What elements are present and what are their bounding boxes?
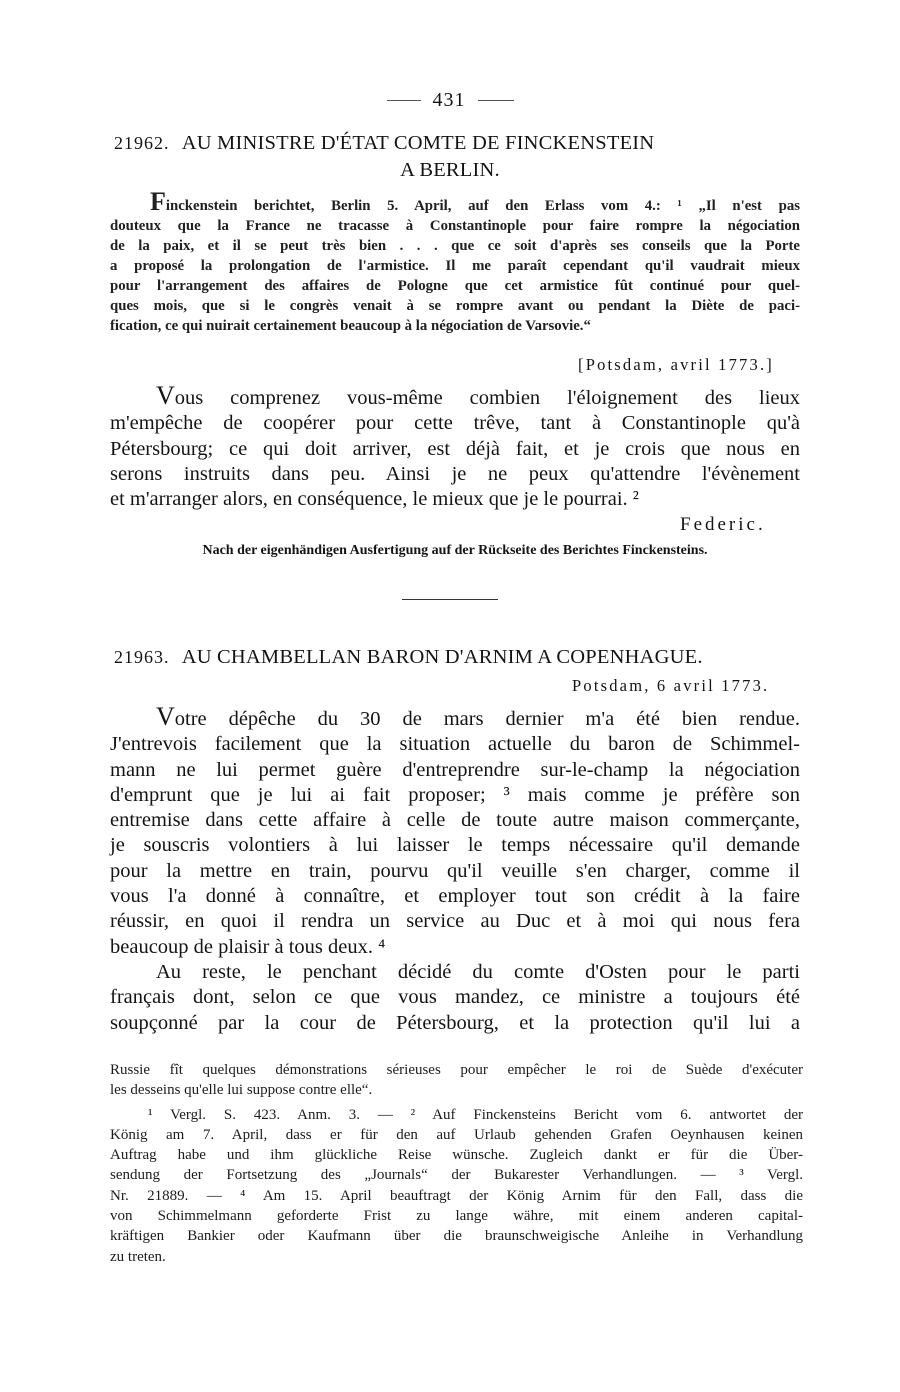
- footnote-line: Auftrag habe und ihm glückliche Reise wünsche. Zugleich dankt er für die Über-: [110, 1147, 803, 1164]
- body-line: mann ne lui permet guère d'entreprendre sur-le-champ la négociation: [110, 758, 800, 781]
- summary-line: de la paix, et il se peut très bien . . . que ce soit d'après ses conseils que la Porte: [110, 238, 800, 254]
- footnote-line: les desseins qu'elle lui suppose contre elle“.: [110, 1082, 373, 1099]
- footnote-line: Nr. 21889. — ⁴ Am 15. April beauftragt der König Arnim für den Fall, dass die: [110, 1187, 803, 1204]
- footnotes: [110, 1060, 803, 1267]
- footnote-line: zu treten.: [110, 1248, 166, 1265]
- body-line: m'empêche de coopérer pour cette trêve, tant à Constantinople qu'à: [110, 412, 800, 435]
- body-line: je souscris volontiers à lui laisser le temps nécessaire qu'il demande: [110, 834, 800, 857]
- letter-dateline: [Potsdam, avril 1773.]: [578, 355, 774, 374]
- letter-heading-21963: [114, 644, 804, 671]
- summary-line: Finckenstein berichtet, Berlin 5. April, auf den Erlass vom 4.: ¹ „Il n'est pas: [150, 187, 800, 216]
- body-line: pour la mettre en train, pourvu qu'il veuille s'en charger, comme il: [110, 859, 800, 882]
- page-number: 431: [432, 88, 466, 111]
- footnote-line: Russie fît quelques démonstrations sérieuses pour empêcher le roi de Suède d'exécuter: [110, 1062, 803, 1078]
- summary-line: a proposé la prolongation de l'armistice. Il me paraît cependant qu'il vaudrait mieux: [110, 258, 800, 274]
- section-divider: [402, 599, 498, 600]
- summary-line: ques mois, que si le congrès venait à se rompre avant ou pendant la Diète de paci-: [110, 298, 800, 314]
- letter-body-21963: [110, 704, 800, 1036]
- footnote-line: König am 7. April, dass er für den auf Urlaub gehenden Grafen Oeynhausen keinen: [110, 1126, 803, 1143]
- body-line: beaucoup de plaisir à tous deux. ⁴: [110, 935, 386, 958]
- body-line: réussir, en quoi il rendra un service au Duc et à moi qui nous fera: [110, 910, 800, 933]
- header-dash-left: [387, 100, 421, 101]
- footnote-line: ¹ Vergl. S. 423. Anm. 3. — ² Auf Finckensteins Bericht vom 6. antwortet der: [148, 1106, 803, 1123]
- drop-initial: F: [150, 187, 166, 216]
- body-line: J'entrevois facilement que la situation actuelle du baron de Schimmel-: [110, 733, 800, 756]
- body-line: entremise dans cette affaire à celle de toute autre maison commerçante,: [110, 809, 800, 832]
- body-line: Vous comprenez vous-même combien l'éloignement des lieux: [156, 381, 800, 410]
- body-line: Pétersbourg; ce qui doit arriver, est déjà fait, et je crois que nous en: [110, 437, 800, 460]
- drop-initial: V: [156, 381, 175, 410]
- body-line: vous l'a donné à connaître, et employer tout son crédit à la faire: [110, 885, 800, 908]
- footnote-line: von Schimmelmann geforderte Frist zu lange währe, mit einem anderen capital-: [110, 1208, 803, 1225]
- letter-heading-21962: [114, 130, 794, 157]
- letter-title: AU CHAMBELLAN BARON D'ARNIM A COPENHAGUE.: [181, 646, 703, 668]
- report-summary: [110, 189, 800, 336]
- body-line: Au reste, le penchant décidé du comte d'Osten pour le parti: [156, 960, 800, 983]
- body-line: serons instruits dans peu. Ainsi je ne peux qu'attendre l'évènement: [110, 462, 800, 485]
- body-line: et m'arranger alors, en conséquence, le mieux que je le pourrai. ²: [110, 488, 639, 511]
- letter-number: 21963.: [114, 647, 170, 667]
- source-note: Nach der eigenhändigen Ausfertigung auf der Rückseite des Berichtes Finckensteins.: [202, 543, 708, 558]
- drop-initial: V: [156, 702, 175, 731]
- letter-number: 21962.: [114, 133, 170, 153]
- body-line: d'emprunt que je lui ai fait proposer; ³ mais comme je préfère son: [110, 783, 800, 806]
- summary-line: pour l'arrangement des affaires de Pologne que cet armistice fût continué pour quel-: [110, 278, 800, 294]
- letter-dateline: Potsdam, 6 avril 1773.: [572, 676, 770, 695]
- body-line: français dont, selon ce que vous mandez, ce ministre a toujours été: [110, 986, 800, 1009]
- summary-line: douteux que la France ne tracasse à Constantinople pour faire rompre la négociation: [110, 218, 800, 234]
- body-line: soupçonné par la cour de Pétersbourg, et la protection qu'il lui a: [110, 1011, 800, 1034]
- page-number-row: [370, 88, 530, 112]
- letter-body-21962: [110, 383, 800, 512]
- header-dash-right: [478, 100, 514, 101]
- letter-title: AU MINISTRE D'ÉTAT COMTE DE FINCKENSTEIN: [181, 132, 655, 154]
- signature: Federic.: [680, 514, 766, 535]
- summary-line: fication, ce qui nuirait certainement beaucoup à la négociation de Varsovie.“: [110, 318, 591, 334]
- letter-title-line2: A BERLIN.: [400, 159, 500, 181]
- footnote-line: kräftigen Bankier oder Kaufmann über die braunschweigische Anleihe in Verhandlung: [110, 1228, 803, 1245]
- body-line: Votre dépêche du 30 de mars dernier m'a été bien rendue.: [156, 702, 800, 731]
- footnote-line: sendung der Fortsetzung des „Journals“ der Bukarester Verhandlungen. — ³ Vergl.: [110, 1167, 803, 1184]
